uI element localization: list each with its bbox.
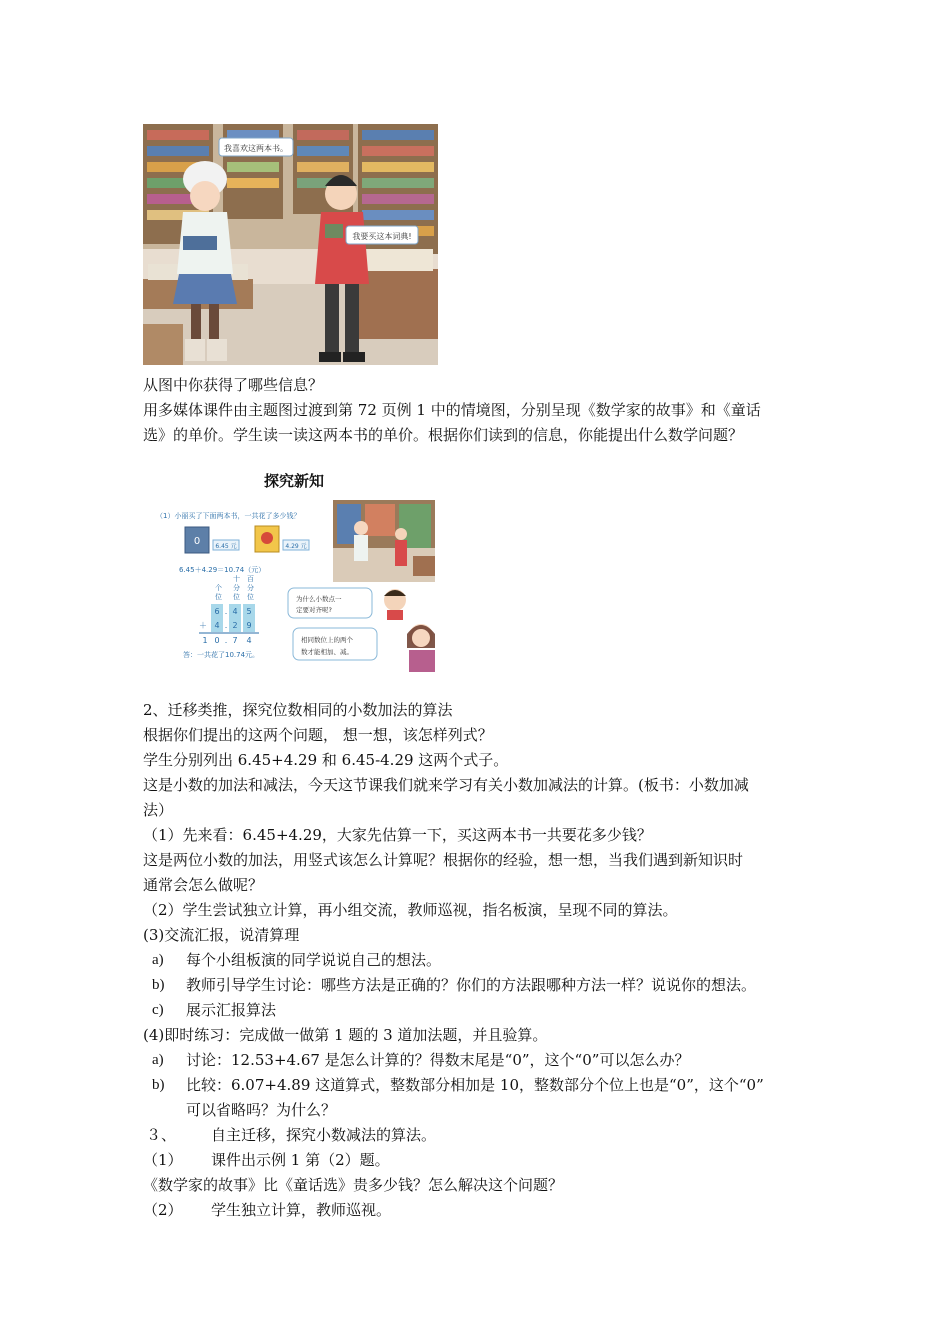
place-wei-3: 位 xyxy=(247,593,254,601)
section-2-line-4: （1）先来看：6.45+4.29，大家先估算一下，买这两本书一共要花多少钱？ xyxy=(143,826,652,844)
paragraph-1-line-2: 选》的单价。学生读一读这两本书的单价。根据你们读到的信息，你能提出什么数学问题？ xyxy=(143,426,744,444)
bubble1-line2: 定要对齐呢? xyxy=(296,606,332,614)
bubble-left-text: 我喜欢这两本书。 xyxy=(224,144,288,153)
place-ge: 个 xyxy=(215,584,222,592)
row2-digit-1: 4 xyxy=(214,621,220,630)
list-item-8a: 讨论：12.53+4.67 是怎么计算的？得数末尾是“0”，这个“0”可以怎么办？ xyxy=(186,1051,690,1069)
list-marker-c: c) xyxy=(152,1002,164,1018)
result-dot: . xyxy=(224,636,228,645)
row2-digit-2: 2 xyxy=(232,621,238,630)
question-info: 从图中你获得了哪些信息？ xyxy=(143,376,324,394)
section-2-line-6: （2）学生尝试独立计算，再小组交流，教师巡视，指名板演，呈现不同的算法。 xyxy=(143,901,678,919)
bookstore-illustration xyxy=(143,124,438,365)
lesson-question: （1）小丽买了下面两本书，一共花了多少钱？ xyxy=(156,512,301,520)
bubble2-line2: 数才能相加、减。 xyxy=(301,648,353,656)
section-2-title: 2、迁移类推，探究位数相同的小数加法的算法 xyxy=(143,701,453,719)
result-digit-1: 1 xyxy=(202,636,208,645)
list-item-7b: 教师引导学生讨论：哪些方法是正确的？你们的方法跟哪种方法一样？说说你的想法。 xyxy=(186,976,757,994)
lesson-equation: 6.45＋4.29＝10.74（元） xyxy=(179,566,266,574)
section-3-line-3: 学生独立计算，教师巡视。 xyxy=(211,1201,392,1219)
place-fen-2: 分 xyxy=(247,584,254,592)
section-3-marker-1: （1） xyxy=(143,1151,183,1169)
price-2: 4.29 元 xyxy=(285,543,307,550)
result-digit-3: 7 xyxy=(232,636,238,645)
section-3-marker-2: （2） xyxy=(143,1201,183,1219)
section-2-line-5b: 通常会怎么做呢？ xyxy=(143,876,264,894)
section-2-line-5a: 这是两位小数的加法，用竖式该怎么计算呢？根据你的经验，想一想，当我们遇到新知识时 xyxy=(143,851,744,869)
section-2-line-3b: 法） xyxy=(143,801,174,819)
list-item-7a: 每个小组板演的同学说说自己的想法。 xyxy=(186,951,442,969)
svg-text:0: 0 xyxy=(193,536,201,547)
list-marker-a: a) xyxy=(152,952,164,968)
section-3-line-2: 《数学家的故事》比《童话选》贵多少钱？怎么解决这个问题？ xyxy=(143,1176,564,1194)
section-2-line-8: (4)即时练习：完成做一做第 1 题的 3 道加法题，并且验算。 xyxy=(143,1026,548,1044)
section-2-line-1: 根据你们提出的这两个问题， 想一想，该怎样列式？ xyxy=(143,726,493,744)
list-item-7c: 展示汇报算法 xyxy=(186,1001,277,1019)
paragraph-1-line-1: 用多媒体课件由主题图过渡到第 72 页例 1 中的情境图，分别呈现《数学家的故事》和《童话 xyxy=(143,401,761,419)
list-marker-b: b) xyxy=(152,977,165,993)
row1-digit-3: 5 xyxy=(246,607,252,616)
section-3-title: 自主迁移，探究小数减法的算法。 xyxy=(211,1126,437,1144)
list-marker-8b: b) xyxy=(152,1077,165,1093)
place-wei-2: 位 xyxy=(233,593,240,601)
result-digit-2: 0 xyxy=(214,636,220,645)
place-bai: 百 xyxy=(247,575,254,583)
bubble-right-text: 我要买这本词典! xyxy=(352,232,412,241)
place-fen-1: 分 xyxy=(233,584,240,592)
lesson-heading: 探究新知 xyxy=(264,472,325,490)
price-1: 6.45 元 xyxy=(215,543,237,550)
place-shi: 十 xyxy=(233,575,240,583)
section-2-line-3a: 这是小数的加法和减法，今天这节课我们就来学习有关小数加减法的计算。(板书：小数加减 xyxy=(143,776,749,794)
row1-dot: . xyxy=(224,607,228,616)
place-wei-1: 位 xyxy=(215,593,222,601)
section-3-line-1: 课件出示例 1 第（2）题。 xyxy=(211,1151,390,1169)
row1-digit-1: 6 xyxy=(214,607,220,616)
result-digit-4: 4 xyxy=(246,636,252,645)
bubble2-line1: 相同数位上的两个 xyxy=(301,636,353,644)
plus-sign: ＋ xyxy=(199,621,207,630)
list-item-8b-line-1: 比较：6.07+4.89 这道算式，整数部分相加是 10，整数部分个位上也是“0”，这个“0” xyxy=(186,1076,764,1094)
bubble1-line1: 为什么小数点一 xyxy=(296,595,342,603)
row2-digit-3: 9 xyxy=(246,621,252,630)
lesson-answer: 答：一共花了10.74元。 xyxy=(183,651,260,659)
lesson-panel xyxy=(143,500,443,672)
section-3-number: ３、 xyxy=(146,1126,177,1144)
list-marker-8a: a) xyxy=(152,1052,164,1068)
row2-dot: . xyxy=(224,621,228,630)
row1-digit-2: 4 xyxy=(232,607,238,616)
section-2-line-2: 学生分别列出 6.45+4.29 和 6.45-4.29 这两个式子。 xyxy=(143,751,509,769)
list-item-8b-line-2: 可以省略吗？为什么？ xyxy=(186,1101,337,1119)
section-2-line-7: (3)交流汇报，说清算理 xyxy=(143,926,300,944)
